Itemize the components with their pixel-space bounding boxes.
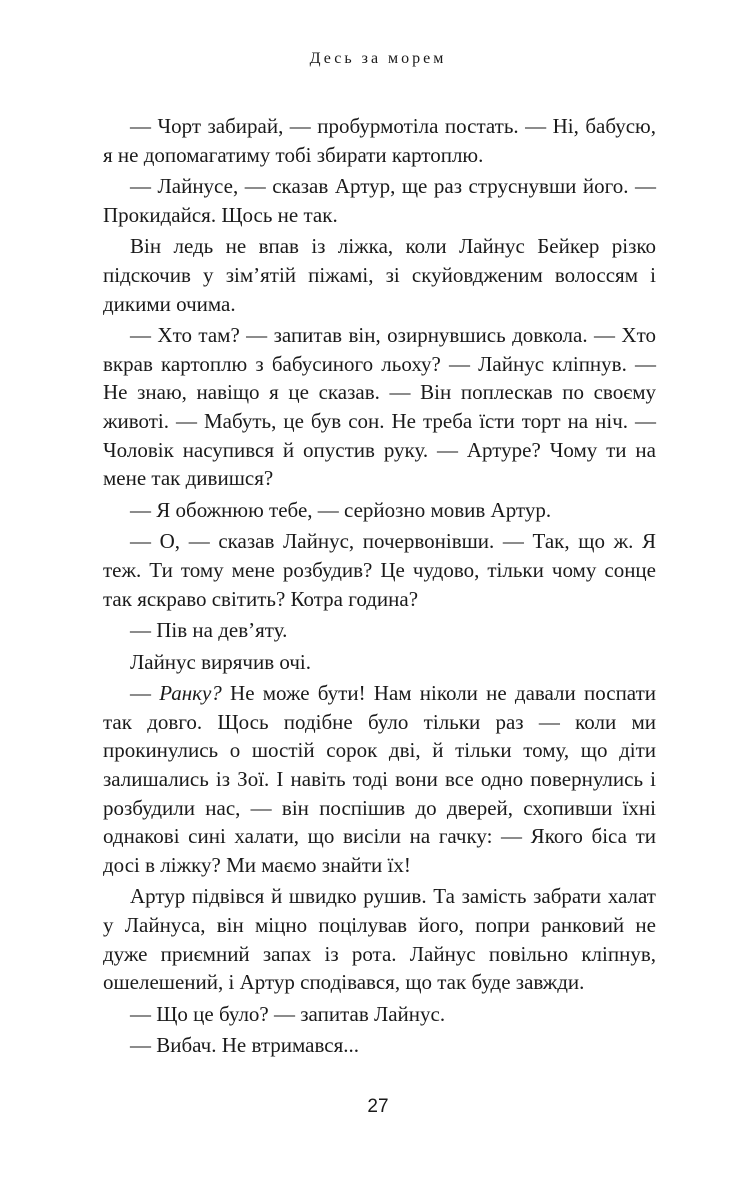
paragraph: Артур підвівся й швидко рушив. Та замість забрати халат у Лайнуса, він міцно поцілував його, попри ранковий не дуже приємний запах із рота. Лайнус повільно кліпнув, ошелешений, і Артур сподівався, що так буде завжди. xyxy=(103,884,656,995)
paragraph: Лайнус вирячив очі. xyxy=(130,649,311,674)
running-head: Десь за морем xyxy=(309,50,447,67)
paragraph: — Пів на дев’яту. xyxy=(130,618,288,643)
body-text xyxy=(103,112,656,1060)
italic-emphasis: Ранку? xyxy=(159,681,222,706)
paragraph-rest: Не може бути! Нам ніколи не давали поспати так довго. Щось подібне було тільки раз — коли ми прокинулись о шостій сорок дві, й тільки тому, що діти залишались із Зої. І навіть тоді вони все одно повернулись і розбудили нас, — він поспішив до дверей, схопивши їхні однакові сині халати, що висіли на гачку: — Якого біса ти досі в ліжку? Ми маємо знайти їх! xyxy=(103,681,656,877)
paragraph: — Лайнусе, — сказав Артур, ще раз струснувши його. — Прокидайся. Щось не так. xyxy=(103,174,656,227)
page-number: 27 xyxy=(367,1096,389,1117)
paragraph: — Чорт забирай, — пробурмотіла постать. — Ні, бабусю, я не допомагатиму тобі збирати картоплю. xyxy=(103,114,656,167)
paragraph-with-italic xyxy=(103,679,656,879)
paragraph: — О, — сказав Лайнус, почервонівши. — Так, що ж. Я теж. Ти тому мене розбудив? Це чудово, тільки чому сонце так яскраво світить? Котра година? xyxy=(103,529,656,611)
paragraph: — Вибач. Не втримався... xyxy=(130,1033,360,1058)
paragraph: — Хто там? — запитав він, озирнувшись довкола. — Хто вкрав картоплю з бабусиного льоху? — Лайнус кліпнув. — Не знаю, навіщо я це сказав. — Він поплескав по своєму животі. — Мабуть, це був сон. Не треба їсти торт на ніч. — Чоловік насупився й опустив руку. — Артуре? Чому ти на мене так дивишся? xyxy=(103,323,656,491)
paragraph: Він ледь не впав із ліжка, коли Лайнус Бейкер різко підскочив у зім’ятій піжамі, зі скуйовдженим волоссям і дикими очима. xyxy=(103,234,656,316)
paragraph: — Що це було? — запитав Лайнус. xyxy=(130,1001,446,1026)
paragraph: — Я обожнюю тебе, — серйозно мовив Артур. xyxy=(130,497,552,522)
paragraph-lead: — xyxy=(130,681,160,706)
